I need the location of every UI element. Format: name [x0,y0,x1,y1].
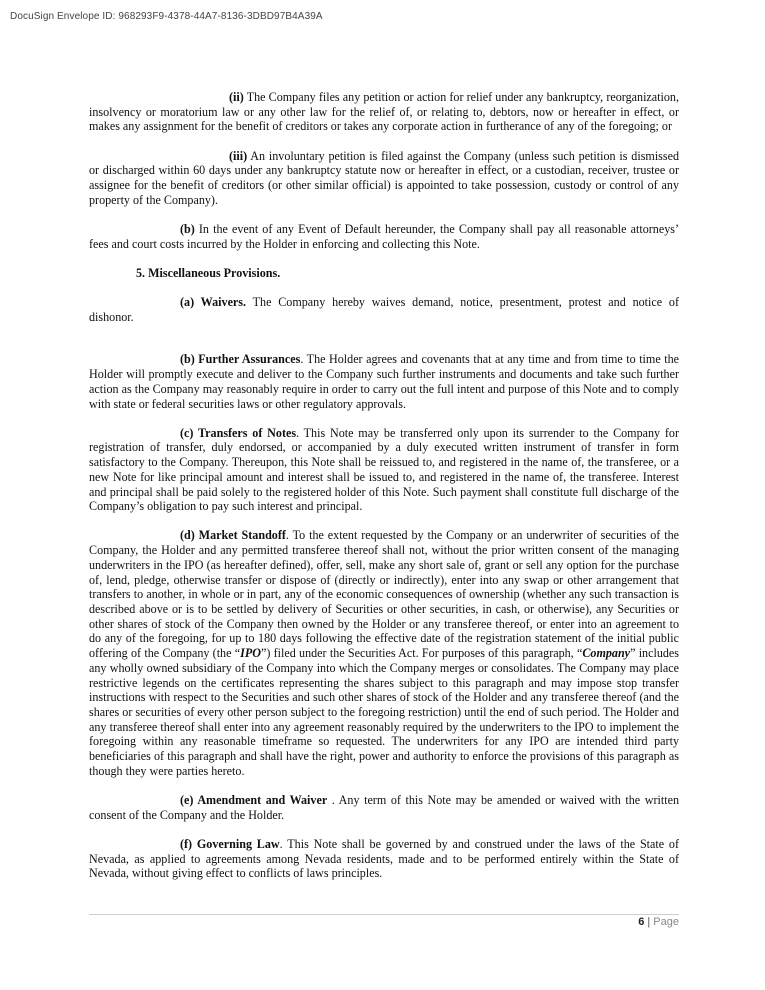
clause-d-text-2: ”) filed under the Securities Act. For purposes of this paragraph, “ [260,646,583,661]
page-number [638,916,679,928]
clause-f-governing-law [89,837,679,881]
clause-f-text: . This Note shall be governed by and construed under the laws of the State of Nevada, as applied to agreements among Nevada residents, made and to be performed entirely within the State of Nevada, without giving effect to conflicts of laws principles. [89,836,680,881]
clause-iii-text: An involuntary petition is filed against the Company (unless such petition is dismissed or discharged within 60 days under any bankruptcy statute now or hereafter in effect, or a custodian, receiver, trustee or assignee for the benefit of creditors (or other similar official) is appointed to take possession, custody or control of any property of the Company). [89,148,679,207]
page-separator: | [644,916,654,928]
section-5-heading: 5. Miscellaneous Provisions. [136,265,281,280]
page-word: Page [653,916,679,928]
clause-ii [89,90,679,134]
company-defined-term: Company [582,646,631,661]
clause-e-label: (e) Amendment and Waiver [180,792,328,807]
clause-d-market-standoff [89,528,679,778]
page-number-value: 6 [638,916,645,928]
clause-iii-label: (iii) [229,148,248,163]
clause-a-label: (a) Waivers. [180,295,247,310]
clause-fb-text: . The Holder agrees and covenants that at any time and from time to time the Holder will promptly execute and deliver to the Company such further instruments and documents and take such further action as the Company may reasonably require in order to carry out the full intent and purpose of this Note and to comply with state or federal securities laws or other regulatory approvals. [89,352,679,411]
clause-ii-text: The Company files any petition or action for relief under any bankruptcy, reorganization, insolvency or moratorium law or any other law for the relief of, or relating to, debtors, now or hereafter in effect, or makes any assignment for the benefit of creditors or takes any corporate action in furtherance of any of the foregoing; or [89,90,679,134]
docusign-envelope-id: DocuSign Envelope ID: 968293F9-4378-44A7-8136-3DBD97B4A39A [10,11,323,22]
clause-c-label: (c) Transfers of Notes [180,425,297,440]
clause-b-attorneys-fees [89,222,679,251]
clause-c-text: . This Note may be transferred only upon its surrender to the Company for registration of transfer, duly endorsed, or accompanied by a duly executed written instrument of transfer in form satisfactory to the Company. Thereupon, this Note shall be reissued to, and registered in the name of, the transferee, or a new Note for like principal amount and interest shall be issued to, and registered in the name of, the transferee. Interest and principal shall be paid solely to the registered holder of this Note. Such payment shall constitute full discharge of the Company’s obligation to pay such interest and principal. [89,425,679,514]
clause-b-text: In the event of any Event of Default hereunder, the Company shall pay all reasonable attorneys’ fees and court costs incurred by the Holder in enforcing and collecting this Note. [89,221,679,251]
clause-iii [89,149,679,208]
clause-e-text: . Any term of this Note may be amended or waived with the written consent of the Company and the Holder. [89,792,679,822]
clause-d-text-1: . To the extent requested by the Company or an underwriter of securities of the Company, the Holder and any permitted transferee thereof shall not, without the prior written consent of the managing underwriters in the IPO (as hereafter defined), offer, sell, make any short sale of, grant or sell any option for the purchase of, lend, pledge, otherwise transfer or dispose of (directly or indirectly), enter into any swap or other arrangement that transfers to another, in whole or in part, any of the economic consequences of ownership (whether any such transaction is described above or is to be settled by delivery of Securities or other securities, in cash, or otherwise), any Securities or other shares of stock of the Company then owned by the Holder or any transferee thereof, or enter into an agreement to do any of the foregoing, for up to 180 days following the effective date of the registration statement of the initial public offering of the Company (the “ [89,528,680,661]
clause-f-label: (f) Governing Law [180,836,280,851]
clause-a-waivers [89,295,679,324]
clause-ii-label: (ii) [229,90,244,104]
clause-c-transfers [89,426,679,514]
clause-b-further-assurances [89,352,679,411]
clause-d-text-3: ” includes any wholly owned subsidiary of the Company into which the Company merges or consolidates. The Company may place restrictive legends on the certificates representing the shares subject to this paragraph and may impose stop transfer instructions with respect to the Securities and such other shares of stock of the Holder and any transferee thereof (and the shares or securities of every other person subject to the foregoing restriction) until the end of such period. The Holder and any transferee thereof shall enter into any agreement reasonably required by the underwriters to the IPO to implement the foregoing within any reasonable timeframe so requested. The underwriters for any IPO are intended third party beneficiaries of this paragraph and shall have the right, power and authority to enforce the provisions of this paragraph as though they were parties hereto. [89,646,679,778]
clause-fb-label: (b) Further Assurances [180,352,301,367]
footer-divider [89,914,679,915]
ipo-defined-term: IPO [240,646,261,661]
clause-e-amendment [89,793,679,822]
clause-a-text: The Company hereby waives demand, notice, presentment, protest and notice of dishonor. [89,295,679,324]
clause-d-label: (d) Market Standoff [180,528,286,543]
clause-b-label: (b) [180,221,195,236]
document-body [89,90,679,881]
